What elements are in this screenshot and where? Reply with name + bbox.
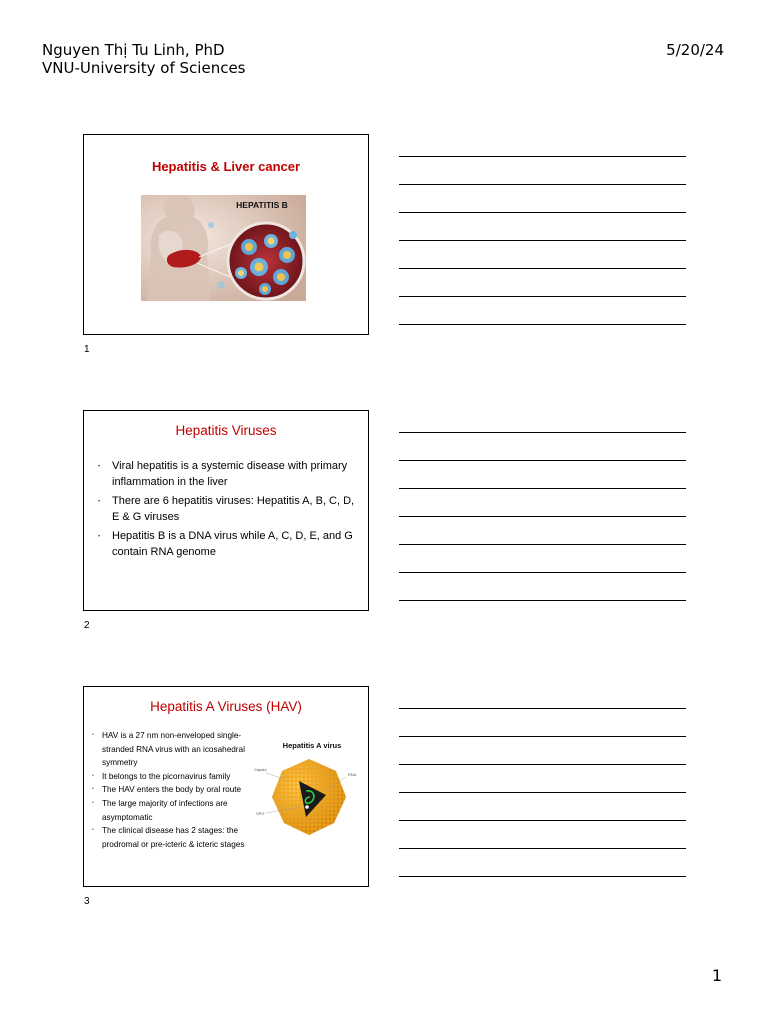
note-line <box>399 268 686 269</box>
bullet-item: • The large majority of infections are asymptomatic <box>92 797 258 824</box>
note-line <box>399 544 686 545</box>
slide-number: 2 <box>84 620 90 631</box>
header-institution: VNU-University of Sciences <box>42 59 246 77</box>
hepatitis-b-illustration <box>141 195 306 301</box>
bullet-item: • There are 6 hepatitis viruses: Hepatitis A, B, C, D, E & G viruses <box>98 493 360 525</box>
note-line <box>399 764 686 765</box>
hepatitis-a-virus-diagram <box>254 739 364 841</box>
header-author: Nguyen Thị Tu Linh, PhD <box>42 41 225 59</box>
slide-title: Hepatitis & Liver cancer <box>151 159 301 174</box>
note-line <box>399 460 686 461</box>
rna-label: RNA <box>348 772 357 777</box>
bullet-item: • The clinical disease has 2 stages: the prodromal or pre-icteric & icteric stages <box>92 824 258 851</box>
note-line <box>399 600 686 601</box>
note-line <box>399 572 686 573</box>
vpg-label: VPG <box>256 811 265 816</box>
note-line <box>399 876 686 877</box>
note-line <box>399 240 686 241</box>
note-line <box>399 488 686 489</box>
bullet-list <box>98 458 360 563</box>
note-line <box>399 212 686 213</box>
hav-diagram-title: Hepatitis A virus <box>282 741 342 750</box>
note-line <box>399 820 686 821</box>
note-line <box>399 516 686 517</box>
slide-2 <box>83 410 369 611</box>
slide-number: 3 <box>84 896 90 907</box>
slide-title: Hepatitis A Viruses (HAV) <box>150 699 302 714</box>
slide-3 <box>83 686 369 887</box>
bullet-item: • It belongs to the picornavirus family <box>92 770 258 784</box>
capsid-label: Capsid <box>254 767 267 772</box>
note-line <box>399 432 686 433</box>
note-line <box>399 184 686 185</box>
note-line <box>399 708 686 709</box>
bullet-item: • HAV is a 27 nm non-enveloped single-stranded RNA virus with an icosahedral symmetry <box>92 729 258 770</box>
header-date: 5/20/24 <box>666 41 724 59</box>
bullet-item: • The HAV enters the body by oral route <box>92 783 258 797</box>
note-line <box>399 736 686 737</box>
bullet-list <box>92 729 258 851</box>
note-line <box>399 792 686 793</box>
slide-title: Hepatitis Viruses <box>175 423 277 438</box>
note-line <box>399 324 686 325</box>
bullet-item: • Viral hepatitis is a systemic disease with primary inflammation in the liver <box>98 458 360 490</box>
note-line <box>399 156 686 157</box>
slide-1 <box>83 134 369 335</box>
page-number: 1 <box>711 966 722 985</box>
hepatitis-b-label: HEPATITIS B <box>236 200 288 210</box>
note-line <box>399 296 686 297</box>
slide-number: 1 <box>84 344 90 355</box>
note-line <box>399 848 686 849</box>
bullet-item: • Hepatitis B is a DNA virus while A, C, D, E, and G contain RNA genome <box>98 528 360 560</box>
